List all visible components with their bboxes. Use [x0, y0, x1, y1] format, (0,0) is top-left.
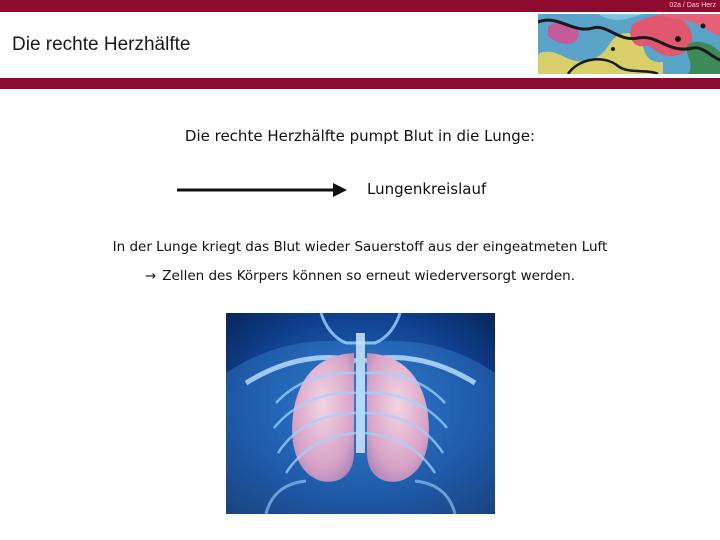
info-text-line2 [0, 268, 720, 284]
section-heading: Die rechte Herzhälfte pumpt Blut in die Lunge: [184, 127, 536, 145]
lungenkreislauf-label: Lungenkreislauf [367, 180, 487, 198]
header-bottom-bar [0, 78, 720, 89]
info-text-line1: In der Lunge kriegt das Blut wieder Sauerstoff aus der eingeatmeten Luft [112, 239, 608, 255]
info-text-line2-body: Zellen des Körpers können so erneut wiederversorgt werden. [162, 268, 576, 284]
right-arrow-icon [175, 180, 350, 200]
arrow-icon: → [144, 268, 157, 284]
header-top-bar [0, 0, 720, 12]
slide-reference: 02a / Das Herz [669, 2, 716, 9]
page-title: Die rechte Herzhälfte [12, 34, 191, 55]
decorative-painting [538, 14, 720, 74]
lungs-illustration [226, 313, 495, 514]
